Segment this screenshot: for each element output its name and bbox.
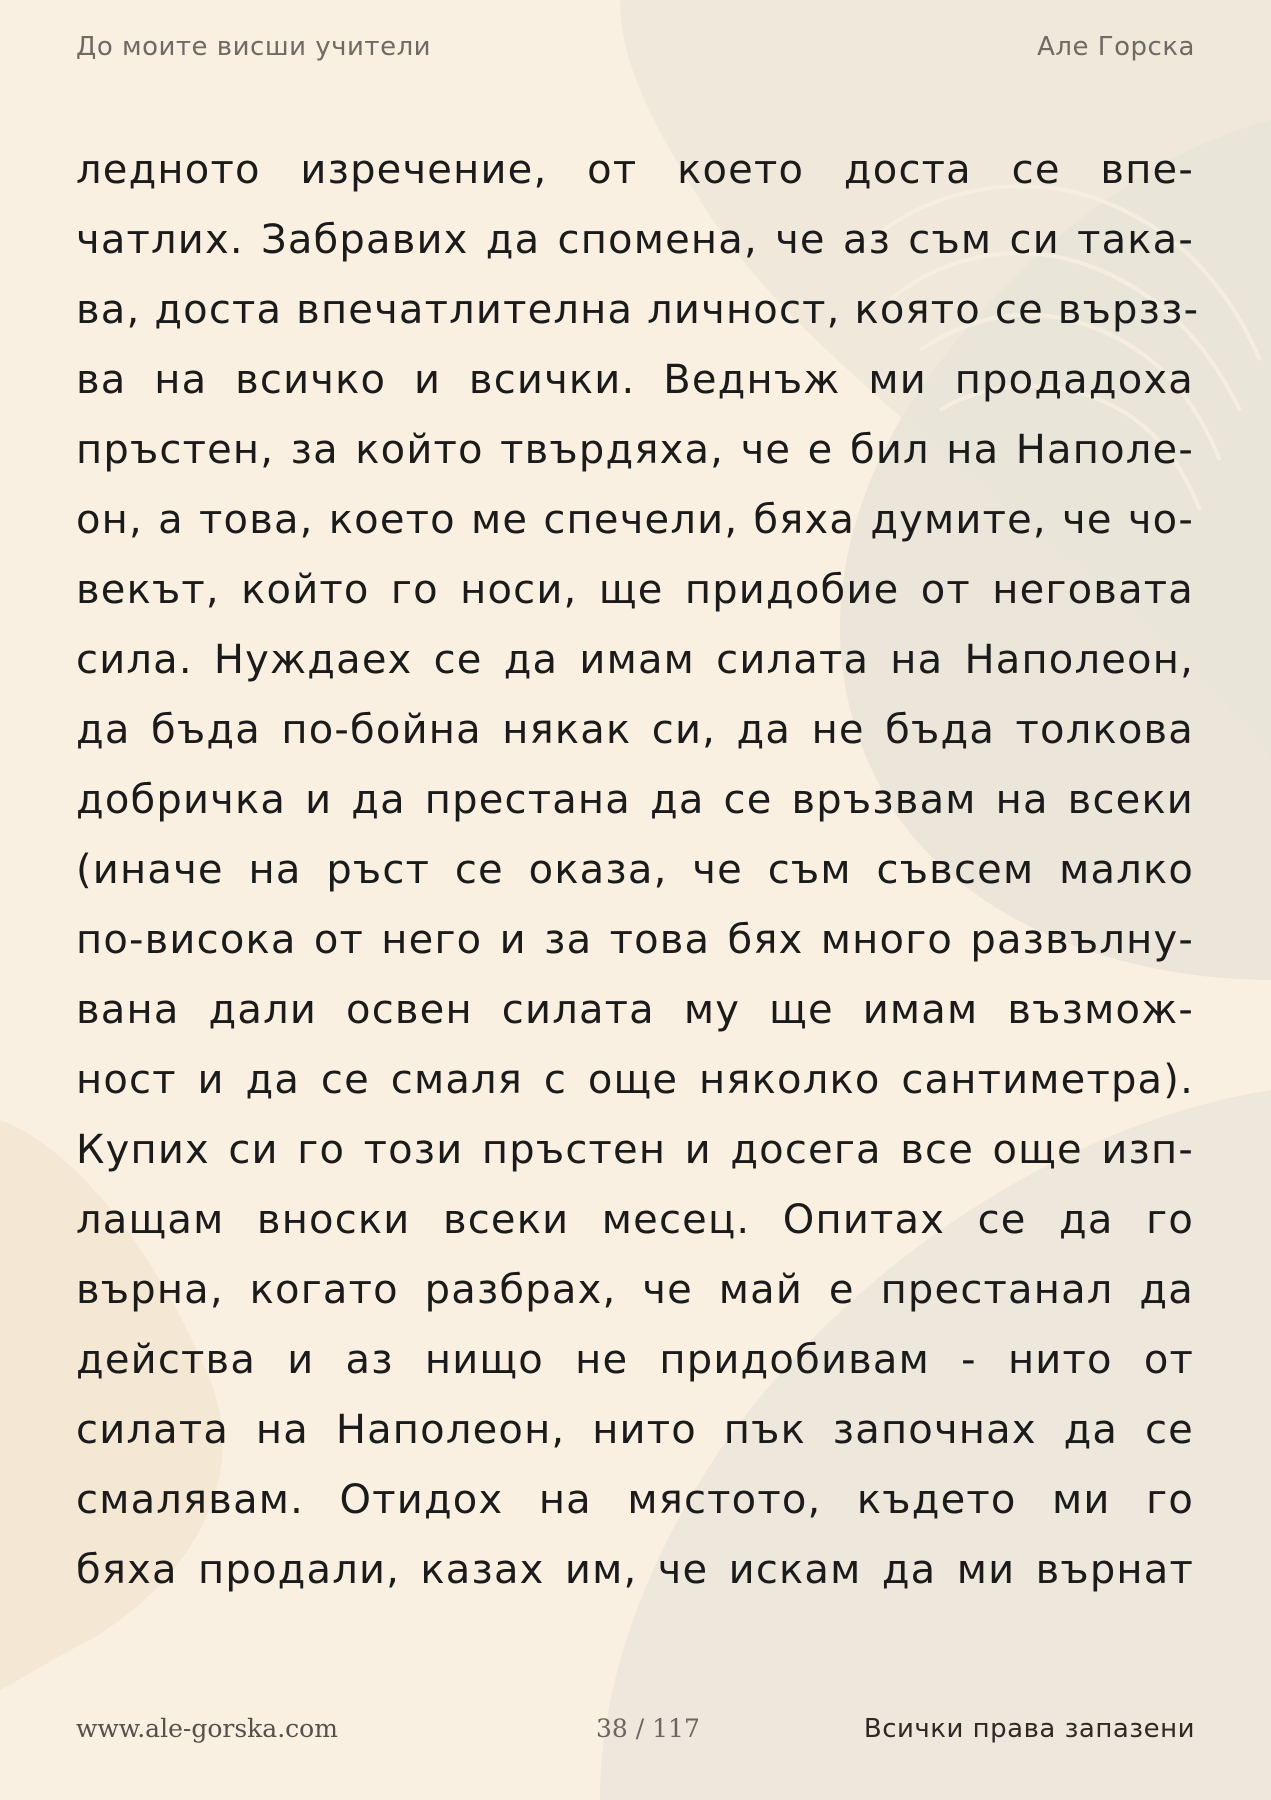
text-line: смалявам. Отидох на мястото, където ми го <box>76 1477 1194 1523</box>
text-line: векът, който го носи, ще придобие от неговата <box>76 567 1194 613</box>
website-link[interactable]: www.ale-gorska.com <box>76 1714 338 1743</box>
text-line: ледното изречение, от което доста се впе- <box>76 147 1194 193</box>
text-line: ва на всичко и всички. Веднъж ми продадоха <box>76 357 1194 403</box>
text-line: Купих си го този пръстен и досега все още изп- <box>76 1127 1194 1173</box>
header-book-title: До моите висши учители <box>76 32 432 62</box>
text-line: лащам вноски всеки месец. Опитах се да го <box>76 1197 1194 1243</box>
text-line: силата на Наполеон, нито пък започнах да се <box>76 1407 1194 1453</box>
text-line: ност и да се смаля с още няколко сантиметра). <box>76 1057 1194 1103</box>
text-line: (иначе на ръст се оказа, че съм съвсем малко <box>76 847 1194 893</box>
page-footer <box>76 1714 1195 1748</box>
header-author: Але Горска <box>1037 32 1195 62</box>
text-line: вана дали освен силата му ще имам възмож- <box>76 987 1194 1033</box>
text-line: бяха продали, казах им, че искам да ми върнат <box>76 1547 1194 1593</box>
text-line: върна, когато разбрах, че май е престанал да <box>76 1267 1194 1313</box>
copyright-notice: Всички права запазени <box>863 1714 1195 1744</box>
text-line: добричка и да престана да се връзвам на всеки <box>76 777 1194 823</box>
text-line: чатлих. Забравих да спомена, че аз съм си така- <box>76 217 1194 263</box>
text-line: ва, доста впечатлителна личност, която се вързз- <box>76 287 1200 333</box>
page-number: 38 / 117 <box>596 1714 700 1743</box>
text-line: да бъда по-бойна някак си, да не бъда толкова <box>76 707 1194 753</box>
body-text <box>76 135 1200 1605</box>
text-line: по-висока от него и за това бях много развълну- <box>76 917 1194 963</box>
text-line: пръстен, за който твърдяха, че е бил на Наполе- <box>76 427 1194 473</box>
page-header <box>76 32 1195 72</box>
text-line: сила. Нуждаех се да имам силата на Наполеон, <box>76 637 1194 683</box>
text-line: действа и аз нищо не придобивам - нито от <box>76 1337 1194 1383</box>
text-line: он, а това, което ме спечели, бяха думите, че чо- <box>76 497 1194 543</box>
